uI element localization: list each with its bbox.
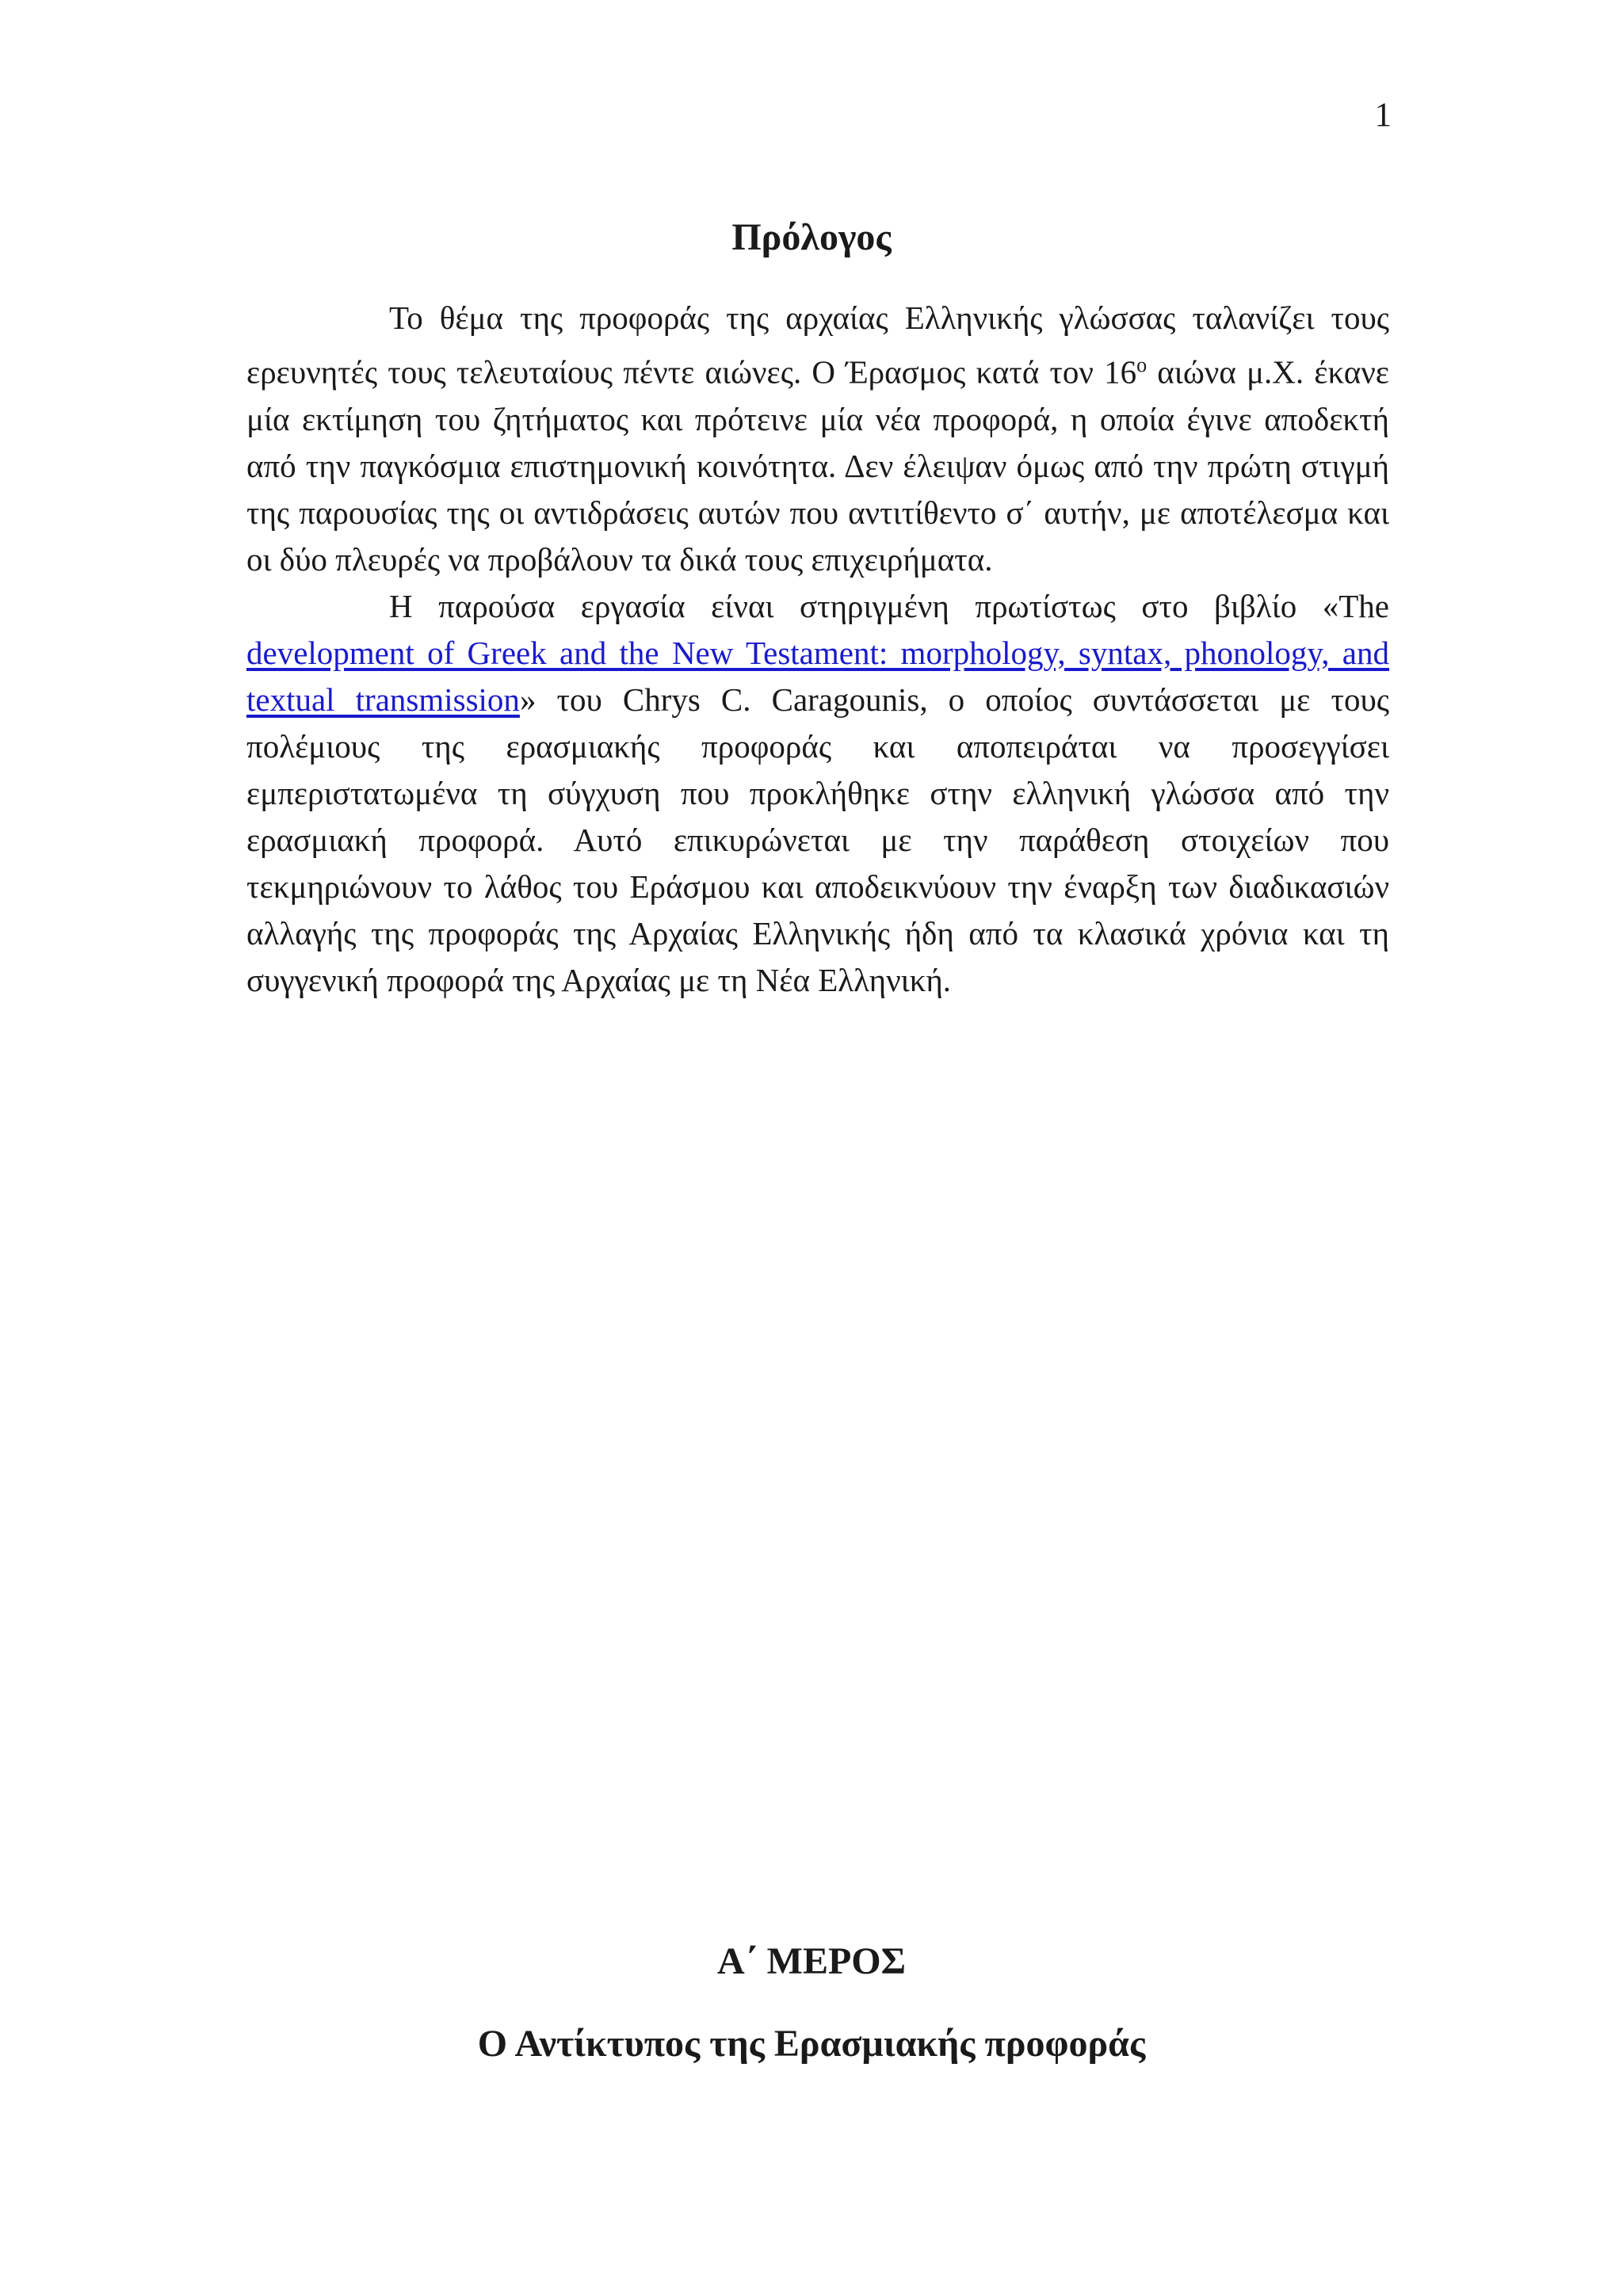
page-title: Πρόλογος: [731, 216, 892, 258]
paragraph-2-rest: » του Chrys C. Caragounis, ο οποίος συντάσσεται με τους πολέμιους της ερασμιακής προφοράς και αποπειράται να προσεγγίσει εμπεριστατωμένα τη σύγχυση που προκλήθηκε στην ελληνική γλώσσα από την ερασμιακή προφορά. Αυτό επικυρώνεται με την παράθεση στοιχείων που τεκμηριώνουν το λάθος του Εράσμου και αποδεικνύουν την έναρξη των διαδικασιών αλλαγής της προφοράς της Αρχαίας Ελληνικής ήδη από τα κλασικά χρόνια και τη συγγενική προφορά της Αρχαίας με τη Νέα Ελληνική.: [246, 681, 1389, 998]
paragraph-1: [246, 295, 1389, 583]
prologue-body: [246, 295, 1389, 1004]
book-title-link[interactable]: development of Greek and the New Testament: morphology, syntax, phonology, and textual transmission: [246, 634, 1389, 718]
part-subtitle: Ο Αντίκτυπος της Ερασμιακής προφοράς: [477, 2023, 1146, 2065]
superscript-o: ο: [1136, 353, 1148, 376]
paragraph-2-intro: Η παρούσα εργασία είναι στηριγμένη πρωτίστως στο βιβλίο «The: [389, 587, 1389, 624]
paragraph-2: [246, 583, 1389, 1004]
paragraph-1-text: Το θέμα της προφοράς της αρχαίας Ελληνικής γλώσσας ταλανίζει τους ερευνητές τους τελευταίους πέντε αιώνες. Ο Έρασμος κατά τον 16: [246, 299, 1389, 391]
paragraph-1-rest: αιώνα μ.Χ. έκανε μία εκτίμηση του ζητήματος και πρότεινε μία νέα προφορά, η οποία έγινε αποδεκτή από την παγκόσμια επιστημονική κοινότητα. Δεν έλειψαν όμως από την πρώτη στιγμή της παρουσίας της οι αντιδράσεις αυτών που αντιτίθεντο σ΄ αυτήν, με αποτέλεσμα και οι δύο πλευρές να προβάλουν τα δικά τους επιχειρήματα.: [246, 353, 1389, 578]
part-heading: Α΄ ΜΕΡΟΣ: [716, 1940, 906, 1982]
page-number: 1: [1374, 97, 1392, 134]
